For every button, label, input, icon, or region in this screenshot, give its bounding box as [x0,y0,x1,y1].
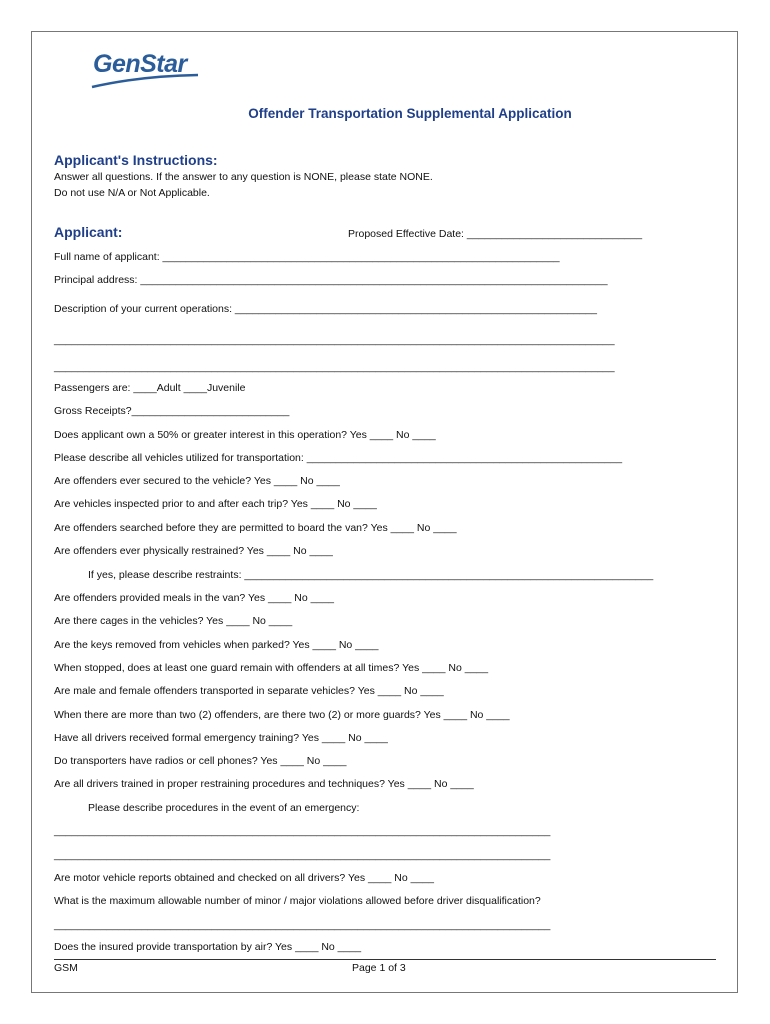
emergency-blank-line-1[interactable]: _____________________________________________________________________________________ [54,825,551,837]
genstar-logo [90,48,210,94]
question-cages[interactable]: Are there cages in the vehicles? Yes ____ No ____ [54,615,293,627]
footer-form-code: GSM [54,962,78,974]
question-air-transport[interactable]: Does the insured provide transportation by air? Yes ____ No ____ [54,941,362,953]
applicant-heading: Applicant: [54,224,123,240]
footer-page-number: Page 1 of 3 [352,962,406,974]
question-vehicles-inspected[interactable]: Are vehicles inspected prior to and after each trip? Yes ____ No ____ [54,498,377,510]
question-max-violations: What is the maximum allowable number of minor / major violations allowed before driver disqualification? [54,895,541,907]
question-two-guards[interactable]: When there are more than two (2) offenders, are there two (2) or more guards? Yes ____ No ____ [54,709,510,721]
passengers-field[interactable]: Passengers are: ____Adult ____Juvenile [54,382,246,394]
document-title: Offender Transportation Supplemental Application [248,106,572,121]
logo-swoosh-icon [90,72,200,90]
question-meals-provided[interactable]: Are offenders provided meals in the van? Yes ____ No ____ [54,592,335,604]
logo-wordmark: GenStar [93,50,187,78]
question-offenders-searched[interactable]: Are offenders searched before they are permitted to board the van? Yes ____ No ____ [54,522,457,534]
full-name-field[interactable]: Full name of applicant: ____________________________________________________________________ [54,251,560,263]
question-secured-to-vehicle[interactable]: Are offenders ever secured to the vehicle? Yes ____ No ____ [54,475,340,487]
question-emergency-procedures: Please describe procedures in the event of an emergency: [88,802,360,814]
question-separate-vehicles[interactable]: Are male and female offenders transported in separate vehicles? Yes ____ No ____ [54,685,444,697]
question-mvr-checked[interactable]: Are motor vehicle reports obtained and checked on all drivers? Yes ____ No ____ [54,872,434,884]
principal-address-field[interactable]: Principal address: ________________________________________________________________________________ [54,274,608,286]
operations-description-field[interactable]: Description of your current operations: ______________________________________________________________ [54,303,597,315]
instructions-line-2: Do not use N/A or Not Applicable. [54,187,210,199]
question-emergency-training[interactable]: Have all drivers received formal emergency training? Yes ____ No ____ [54,732,388,744]
instructions-line-1: Answer all questions. If the answer to any question is NONE, please state NONE. [54,171,433,183]
question-vehicles-description[interactable]: Please describe all vehicles utilized for transportation: ______________________________________________________ [54,452,623,464]
question-ownership[interactable]: Does applicant own a 50% or greater interest in this operation? Yes ____ No ____ [54,429,436,441]
question-describe-restraints[interactable]: If yes, please describe restraints: ______________________________________________________________________ [88,569,654,581]
footer-divider [54,959,716,960]
operations-blank-line-1[interactable]: ________________________________________________________________________________________________ [54,334,615,346]
violations-blank-line[interactable]: _____________________________________________________________________________________ [54,919,551,931]
instructions-heading: Applicant's Instructions: [54,152,218,168]
effective-date-field[interactable]: Proposed Effective Date: ______________________________ [348,228,643,240]
question-physically-restrained[interactable]: Are offenders ever physically restrained? Yes ____ No ____ [54,545,333,557]
question-radios-phones[interactable]: Do transporters have radios or cell phones? Yes ____ No ____ [54,755,347,767]
operations-blank-line-2[interactable]: ________________________________________________________________________________________________ [54,361,615,373]
question-guard-remains[interactable]: When stopped, does at least one guard remain with offenders at all times? Yes ____ No ____ [54,662,489,674]
gross-receipts-field[interactable]: Gross Receipts?___________________________ [54,405,290,417]
emergency-blank-line-2[interactable]: _____________________________________________________________________________________ [54,849,551,861]
question-keys-removed[interactable]: Are the keys removed from vehicles when parked? Yes ____ No ____ [54,639,379,651]
question-restraining-training[interactable]: Are all drivers trained in proper restraining procedures and techniques? Yes ____ No ____ [54,778,474,790]
